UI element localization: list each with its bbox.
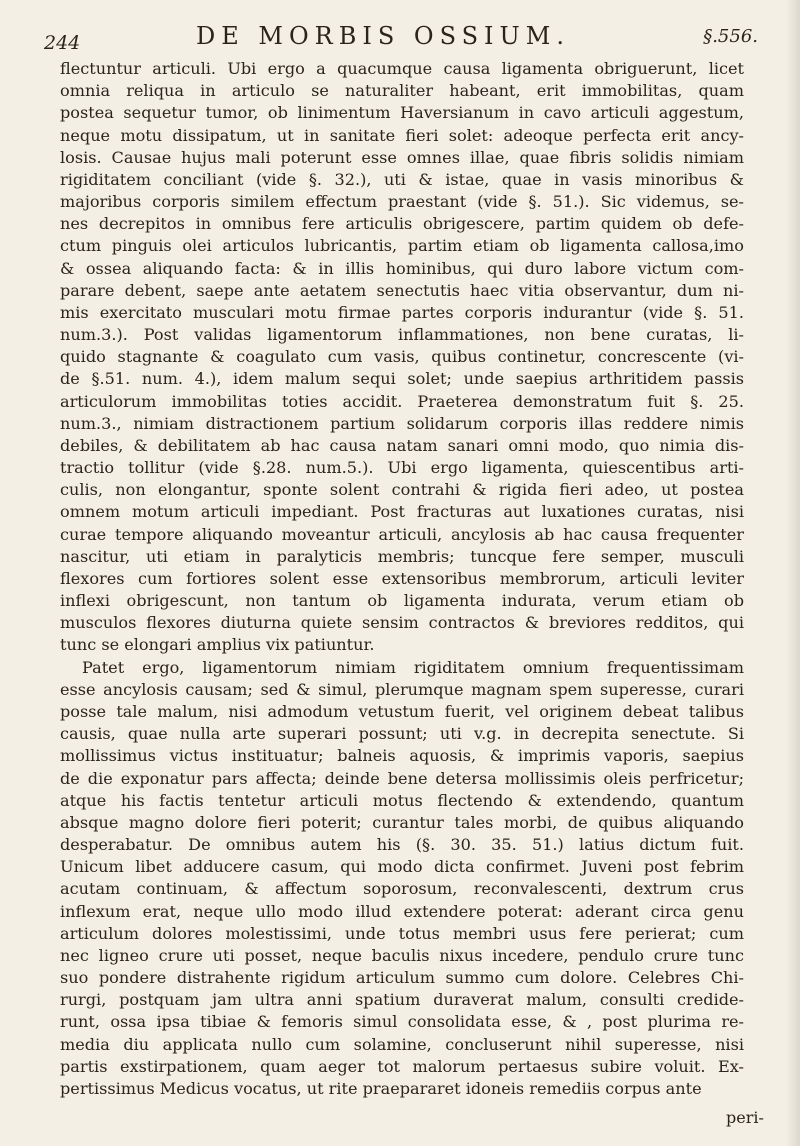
text-line: rurgi, postquam jam ultra anni spatium duraverat malum, consulti credide- bbox=[60, 990, 744, 1010]
text-line: parare debent, saepe ante aetatem senectutis haec vitia observantur, dum ni- bbox=[60, 280, 744, 300]
text-line: musculos flexores diuturna quiete sensim contractos & breviores redditos, qui bbox=[60, 613, 744, 633]
page-header bbox=[44, 22, 758, 56]
text-line: omnia reliqua in articulo se naturaliter habeant, erit immobilitas, quam bbox=[60, 81, 744, 101]
text-line: mollissimus victus instituatur; balneis aquosis, & imprimis vaporis, saepius bbox=[60, 746, 744, 766]
text-line: curae tempore aliquando moveantur articuli, ancylosis ab hac causa frequenter bbox=[60, 524, 744, 544]
text-line: de §.51. num. 4.), idem malum sequi solet; unde saepius arthritidem passis bbox=[60, 369, 744, 389]
text-line: de die exponatur pars affecta; deinde bene detersa mollissimis oleis perfricetur; bbox=[60, 768, 744, 788]
page-number: 244 bbox=[44, 32, 81, 54]
text-line: losis. Causae hujus mali poterunt esse omnes illae, quae fibris solidis nimiam bbox=[60, 147, 744, 167]
text-line: culis, non elongantur, sponte solent contrahi & rigida fieri adeo, ut postea bbox=[60, 480, 744, 500]
text-line: pertissimus Medicus vocatus, ut rite praepararet idoneis remediis corpus ante bbox=[60, 1078, 702, 1098]
text-line: Unicum libet adducere casum, qui modo dicta confirmet. Juveni post febrim bbox=[60, 857, 744, 877]
text-line: Patet ergo, ligamentorum nimiam rigiditatem omnium frequentissimam bbox=[82, 657, 744, 677]
text-line: debiles, & debilitatem ab hac causa natam sanari omni modo, quo nimia dis- bbox=[60, 435, 744, 455]
body-text bbox=[60, 58, 780, 1100]
running-title: DE MORBIS OSSIUM. bbox=[196, 22, 570, 50]
text-line: articulum dolores molestissimi, unde totus membri usus fere perierat; cum bbox=[60, 923, 744, 943]
text-line: partis exstirpationem, quam aeger tot malorum pertaesus subire voluit. Ex- bbox=[60, 1056, 744, 1076]
catchword: peri- bbox=[726, 1108, 764, 1127]
text-line: runt, ossa ipsa tibiae & femoris simul consolidata esse, & , post plurima re- bbox=[60, 1012, 744, 1032]
text-line: causis, quae nulla arte superari possunt; uti v.g. in decrepita senectute. Si bbox=[60, 724, 744, 744]
text-line: articulorum immobilitas toties accidit. Praeterea demonstratum fuit §. 25. bbox=[60, 391, 744, 411]
text-line: media diu applicata nullo cum solamine, concluserunt nihil superesse, nisi bbox=[60, 1034, 744, 1054]
section-reference: §.556. bbox=[703, 26, 758, 47]
text-line: posse tale malum, nisi admodum vetustum fuerit, vel originem debeat talibus bbox=[60, 701, 744, 721]
text-line: nec ligneo crure uti posset, neque baculis nixus incedere, pendulo crure tunc bbox=[60, 945, 744, 965]
text-line: nascitur, uti etiam in paralyticis membris; tuncque fere semper, musculi bbox=[60, 546, 744, 566]
text-line: inflexum erat, neque ullo modo illud extendere poterat: aderant circa genu bbox=[60, 901, 744, 921]
text-line: desperabatur. De omnibus autem his (§. 30. 35. 51.) latius dictum fuit. bbox=[60, 835, 744, 855]
text-line: quido stagnante & coagulato cum vasis, quibus continetur, concrescente (vi- bbox=[60, 347, 744, 367]
text-line: flectuntur articuli. Ubi ergo a quacumque causa ligamenta obriguerunt, licet bbox=[60, 59, 744, 78]
text-line: inflexi obrigescunt, non tantum ob ligamenta indurata, verum etiam ob bbox=[60, 591, 744, 611]
text-line: & ossea aliquando facta: & in illis hominibus, qui duro labore victum com- bbox=[60, 258, 744, 278]
text-line: tunc se elongari amplius vix patiuntur. bbox=[60, 635, 375, 655]
text-line: neque motu dissipatum, ut in sanitate fieri solet: adeoque perfecta erit ancy- bbox=[60, 125, 744, 145]
text-line: atque his factis tentetur articuli motus flectendo & extendendo, quantum bbox=[60, 790, 744, 810]
text-line: num.3.). Post validas ligamentorum inflammationes, non bene curatas, li- bbox=[60, 325, 744, 345]
text-line: acutam continuam, & affectum soporosum, reconvalescenti, dextrum crus bbox=[60, 879, 744, 899]
text-line: rigiditatem conciliant (vide §. 32.), uti & istae, quae in vasis minoribus & bbox=[60, 169, 744, 189]
text-line: flexores cum fortiores solent esse extensoribus membrorum, articuli leviter bbox=[60, 568, 744, 588]
text-line: mis exercitato musculari motu firmae partes corporis indurantur (vide §. 51. bbox=[60, 302, 744, 322]
text-line: ctum pinguis olei articulos lubricantis, partim etiam ob ligamenta callosa,imo bbox=[60, 236, 744, 256]
text-line: majoribus corporis similem effectum praestant (vide §. 51.). Sic videmus, se- bbox=[60, 192, 744, 212]
text-line: num.3., nimiam distractionem partium solidarum corporis illas reddere nimis bbox=[60, 413, 744, 433]
text-line: tractio tollitur (vide §.28. num.5.). Ubi ergo ligamenta, quiescentibus arti- bbox=[60, 458, 744, 478]
text-line: postea sequetur tumor, ob linimentum Haversianum in cavo articuli aggestum, bbox=[60, 103, 744, 123]
text-line: absque magno dolore fieri poterit; curantur tales morbi, de quibus aliquando bbox=[60, 812, 744, 832]
text-line: omnem motum articuli impediant. Post fracturas aut luxationes curatas, nisi bbox=[60, 502, 744, 522]
text-line: esse ancylosis causam; sed & simul, plerumque magnam spem superesse, curari bbox=[60, 679, 744, 699]
text-line: suo pondere distrahente rigidum articulum summo cum dolore. Celebres Chi- bbox=[60, 968, 744, 988]
page-edge-shadow bbox=[786, 0, 800, 1146]
text-line: nes decrepitos in omnibus fere articulis obrigescere, partim quidem ob defe- bbox=[60, 214, 744, 234]
